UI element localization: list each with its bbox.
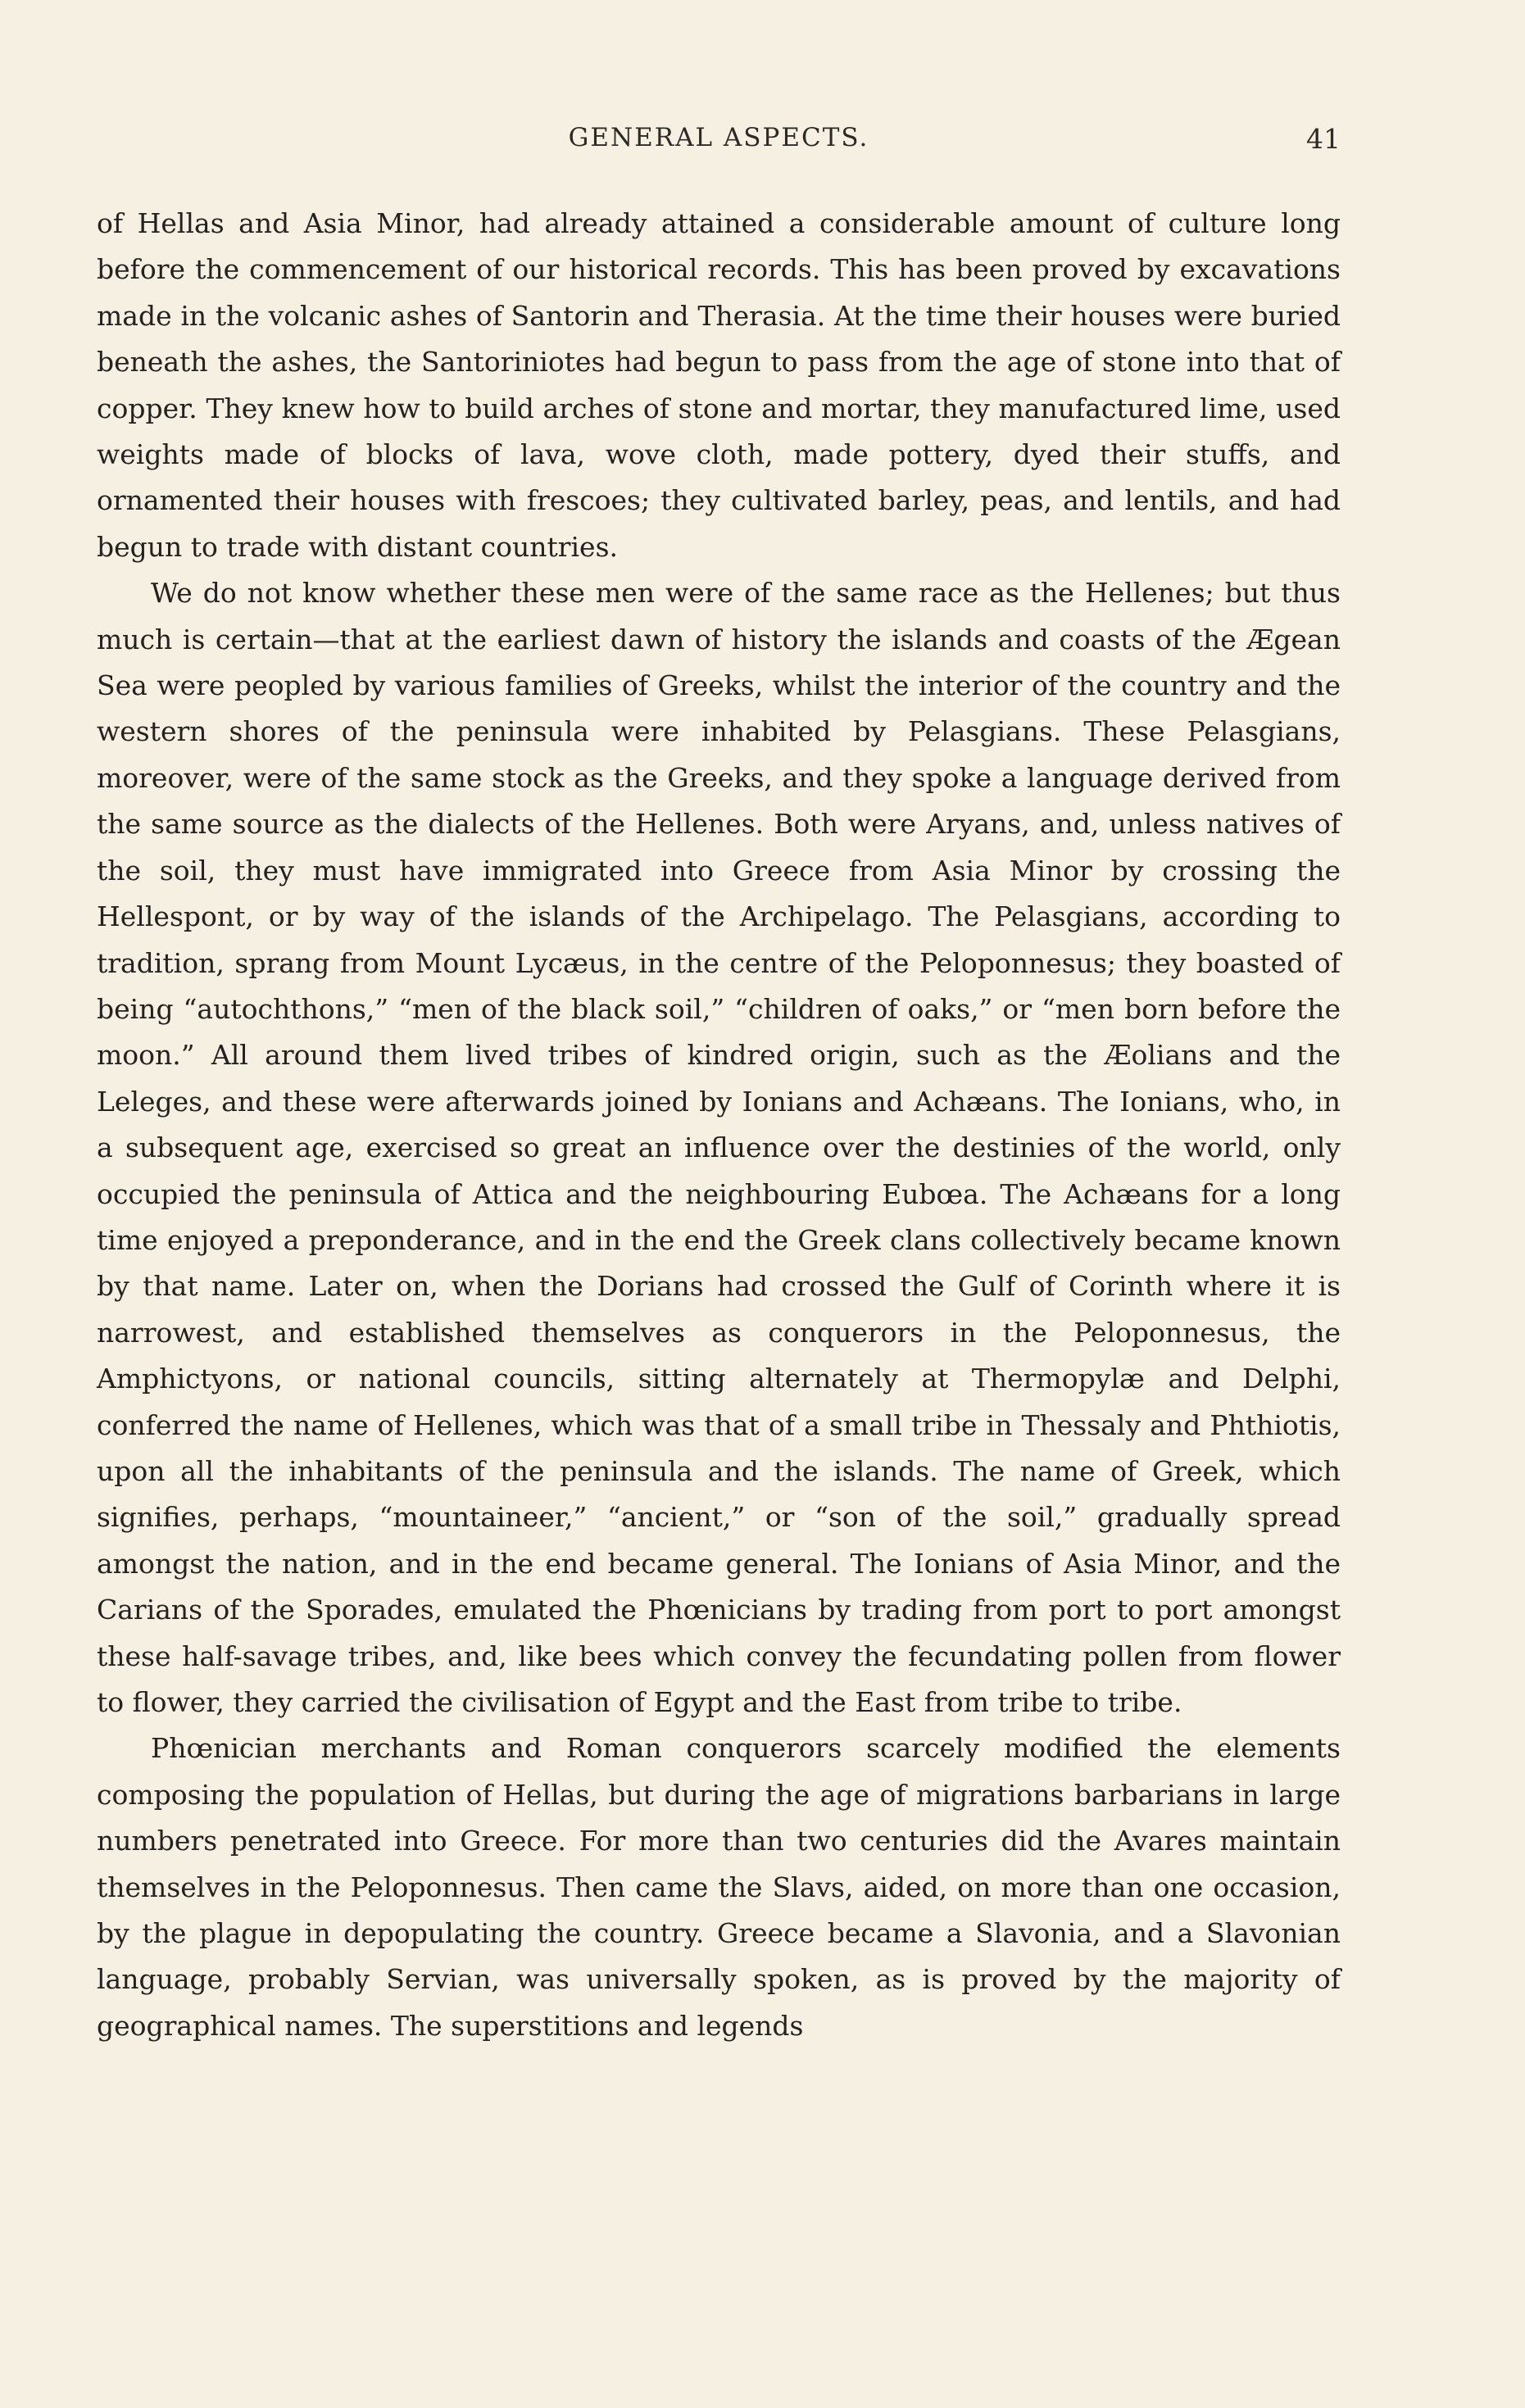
paragraph-continued: of Hellas and Asia Minor, had already attained a considerable amount of culture long before the commencement of our historical records. This has been proved by excavations made in the volcanic ashes of Santorin and Therasia. At the time their houses were buried beneath the ashes, the Santoriniotes had begun to pass from the age of stone into that of copper. They knew how to build arches of stone and mortar, they manufactured lime, used weights made of blocks of lava, wove cloth, made pottery, dyed their stuffs, and ornamented their houses with frescoes; they cultivated barley, peas, and lentils, and had begun to trade with distant countries. bbox=[97, 207, 1341, 563]
body-text bbox=[97, 201, 1341, 2049]
running-head-title: GENERAL ASPECTS. bbox=[568, 123, 869, 152]
paragraph: We do not know whether these men were of the same race as the Hellenes; but thus much is certain—that at the earliest dawn of history the islands and coasts of the Ægean Sea were peopled by various families of Greeks, whilst the interior of the country and the western shores of the peninsula were inhabited by Pelasgians. These Pelasgians, moreover, were of the same stock as the Greeks, and they spoke a language derived from the same source as the dialects of the Hellenes. Both were Aryans, and, unless natives of the soil, they must have immigrated into Greece from Asia Minor by crossing the Hellespont, or by way of the islands of the Archipelago. The Pelasgians, according to tradition, sprang from Mount Lycæus, in the centre of the Peloponnesus; they boasted of being “autochthons,” “men of the black soil,” “children of oaks,” or “men born before the moon.” All around them lived tribes of kindred origin, such as the Æolians and the Leleges, and these were afterwards joined by Ionians and Achæans. The Ionians, who, in a subsequent age, exercised so great an influence over the destinies of the world, only occupied the peninsula of Attica and the neighbouring Eubœa. The Achæans for a long time enjoyed a preponderance, and in the end the Greek clans collectively became known by that name. Later on, when the Dorians had crossed the Gulf of Corinth where it is narrowest, and established themselves as conquerors in the Peloponnesus, the Amphictyons, or national councils, sitting alternately at Thermopylæ and Delphi, conferred the name of Hellenes, which was that of a small tribe in Thessaly and Phthiotis, upon all the inhabitants of the peninsula and the islands. The name of Greek, which signifies, perhaps, “mountaineer,” “ancient,” or “son of the soil,” gradually spread amongst the nation, and in the end became general. The Ionians of Asia Minor, and the Carians of the Sporades, emulated the Phœnicians by trading from port to port amongst these half-savage tribes, and, like bees which convey the fecundating pollen from flower to flower, they carried the civilisation of Egypt and the East from tribe to tribe. bbox=[97, 577, 1341, 1718]
page-number: 41 bbox=[1306, 123, 1341, 155]
running-head bbox=[97, 123, 1341, 164]
paragraph: Phœnician merchants and Roman conquerors scarcely modified the elements composing the population of Hellas, but during the age of migrations barbarians in large numbers penetrated into Greece. For more than two centuries did the Avares maintain themselves in the Peloponnesus. Then came the Slavs, aided, on more than one occasion, by the plague in depopulating the country. Greece became a Slavonia, and a Slavonian language, probably Servian, was universally spoken, as is proved by the majority of geographical names. The superstitions and legends bbox=[97, 1732, 1341, 2042]
